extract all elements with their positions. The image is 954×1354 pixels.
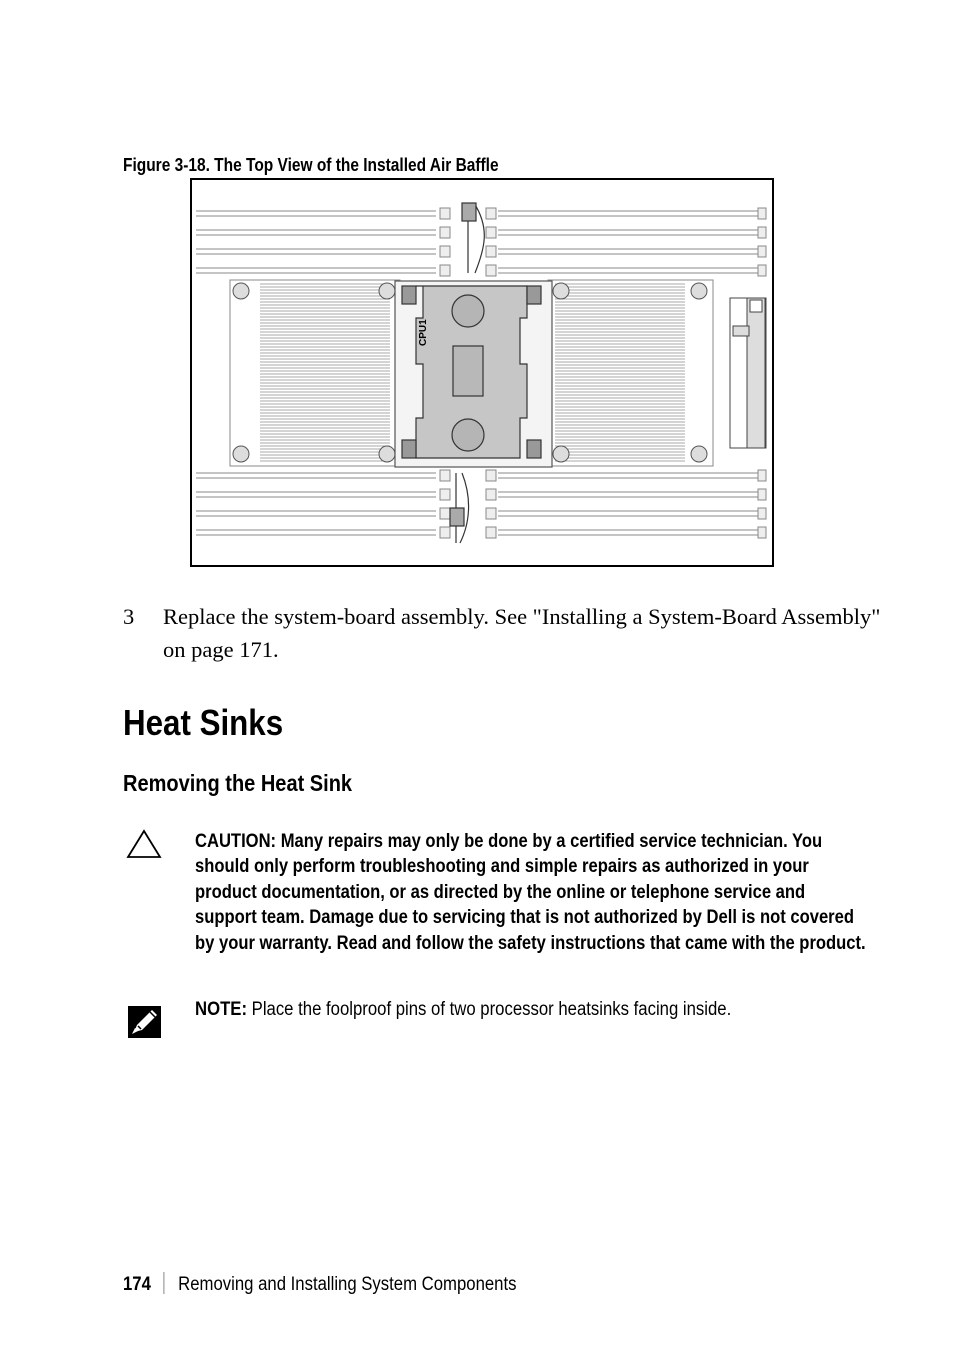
footer-chapter: Removing and Installing System Components <box>178 1274 517 1295</box>
section-title: Heat Sinks <box>123 702 284 743</box>
figure-caption: Figure 3-18. The Top View of the Installed Air Baffle <box>123 155 499 175</box>
caution-triangle-icon <box>126 828 162 860</box>
footer-divider <box>163 1272 164 1294</box>
note-label: NOTE: <box>195 999 248 1020</box>
page-number: 174 <box>123 1274 151 1295</box>
heatsink-right <box>548 280 713 466</box>
section-subtitle: Removing the Heat Sink <box>123 770 353 796</box>
step-text: Replace the system-board assembly. See "Installing a System-Board Assembly" on page 171. <box>163 604 881 662</box>
step-number: 3 <box>123 604 135 629</box>
air-baffle <box>395 281 552 467</box>
cpu-label: CPU1 <box>418 319 429 346</box>
connector-right <box>730 298 766 448</box>
note-notice <box>195 997 731 1022</box>
note-pencil-icon <box>128 1006 161 1038</box>
caution-notice: CAUTION: Many repairs may only be done by a certified service technician. You should only perform troubleshooting and simple repairs as authorized in your product documentation, or as directed by the online or telephone service and support team. Damage due to servicing that is not authorized by Dell is not covered by your warranty. Read and follow the safety instructions that came with the product. <box>195 831 866 954</box>
heatsink-left <box>230 280 400 466</box>
page-footer <box>123 1272 516 1296</box>
air-baffle-figure <box>190 178 774 567</box>
note-text: Place the foolproof pins of two processor heatsinks facing inside. <box>247 999 732 1020</box>
